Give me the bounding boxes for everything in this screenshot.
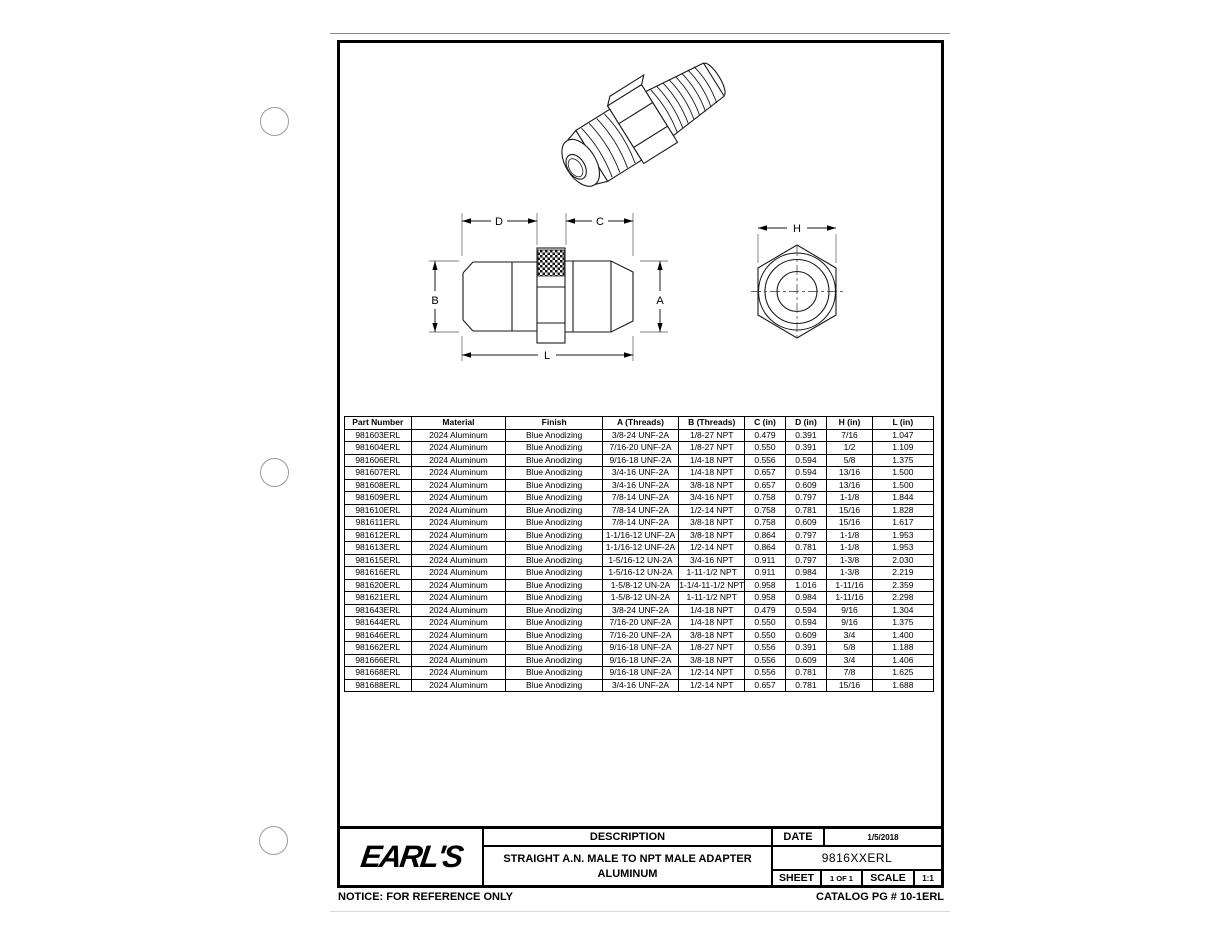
table-cell: 2024 Aluminum <box>411 629 506 642</box>
table-cell: 0.556 <box>745 454 785 467</box>
table-cell: 2.359 <box>872 579 933 592</box>
table-cell: 0.657 <box>745 467 785 480</box>
table-cell: 1/8-27 NPT <box>678 442 745 455</box>
table-cell: 2024 Aluminum <box>411 454 506 467</box>
table-cell: 7/8-14 UNF-2A <box>602 492 678 505</box>
table-cell: 2024 Aluminum <box>411 554 506 567</box>
table-cell: 0.781 <box>785 504 827 517</box>
table-cell: 3/8-18 NPT <box>678 629 745 642</box>
table-header-cell: L (in) <box>872 417 933 430</box>
table-row <box>345 479 934 492</box>
sheet-value: 1 OF 1 <box>822 871 863 885</box>
table-cell: 3/4-16 UNF-2A <box>602 479 678 492</box>
table-cell: 3/4-16 UNF-2A <box>602 467 678 480</box>
table-cell: 0.479 <box>745 604 785 617</box>
table-cell: 981662ERL <box>345 642 412 655</box>
table-cell: Blue Anodizing <box>506 667 603 680</box>
isometric-view-drawing <box>550 42 750 197</box>
table-cell: 1.304 <box>872 604 933 617</box>
table-cell: 1-5/8-12 UN-2A <box>602 579 678 592</box>
table-cell: 0.550 <box>745 629 785 642</box>
parts-table-body <box>345 429 934 692</box>
table-cell: 0.594 <box>785 604 827 617</box>
table-cell: 2024 Aluminum <box>411 542 506 555</box>
table-cell: 981643ERL <box>345 604 412 617</box>
table-cell: Blue Anodizing <box>506 592 603 605</box>
table-cell: 0.781 <box>785 667 827 680</box>
table-cell: 1-1/16-12 UNF-2A <box>602 529 678 542</box>
table-row <box>345 504 934 517</box>
table-cell: 0.609 <box>785 654 827 667</box>
table-header-cell: D (in) <box>785 417 827 430</box>
table-cell: 15/16 <box>827 517 872 530</box>
table-cell: 1-11/16 <box>827 592 872 605</box>
table-cell: 2024 Aluminum <box>411 429 506 442</box>
table-cell: 3/4-16 NPT <box>678 492 745 505</box>
table-row <box>345 554 934 567</box>
table-cell: Blue Anodizing <box>506 579 603 592</box>
table-cell: Blue Anodizing <box>506 654 603 667</box>
table-row <box>345 492 934 505</box>
table-cell: 13/16 <box>827 479 872 492</box>
table-cell: 2024 Aluminum <box>411 479 506 492</box>
table-cell: 9/16-18 UNF-2A <box>602 667 678 680</box>
description-header: DESCRIPTION <box>484 829 771 847</box>
date-value: 1/5/2018 <box>867 832 899 842</box>
table-cell: 1/8-27 NPT <box>678 642 745 655</box>
table-cell: 2024 Aluminum <box>411 529 506 542</box>
table-cell: Blue Anodizing <box>506 642 603 655</box>
table-cell: 2024 Aluminum <box>411 517 506 530</box>
table-cell: 1.953 <box>872 529 933 542</box>
table-cell: Blue Anodizing <box>506 429 603 442</box>
table-cell: 0.556 <box>745 642 785 655</box>
table-cell: Blue Anodizing <box>506 542 603 555</box>
table-cell: 1-11/16 <box>827 579 872 592</box>
table-row <box>345 667 934 680</box>
table-row <box>345 442 934 455</box>
table-cell: 0.797 <box>785 492 827 505</box>
table-cell: 3/8-18 NPT <box>678 479 745 492</box>
table-row <box>345 654 934 667</box>
table-cell: 1.400 <box>872 629 933 642</box>
table-cell: 2024 Aluminum <box>411 604 506 617</box>
table-cell: 3/4-16 UNF-2A <box>602 679 678 692</box>
table-cell: 1-3/8 <box>827 567 872 580</box>
brand-logo: EARL'S <box>358 839 464 874</box>
table-cell: 1.375 <box>872 617 933 630</box>
table-header-cell: Part Number <box>345 417 412 430</box>
table-cell: 1.617 <box>872 517 933 530</box>
table-cell: 0.609 <box>785 517 827 530</box>
table-row <box>345 517 934 530</box>
table-cell: 3/4 <box>827 629 872 642</box>
side-view-drawing <box>415 195 695 380</box>
table-cell: 3/4-16 NPT <box>678 554 745 567</box>
table-row <box>345 579 934 592</box>
table-cell: 981612ERL <box>345 529 412 542</box>
table-cell: 0.758 <box>745 504 785 517</box>
table-cell: 1-3/8 <box>827 554 872 567</box>
table-cell: 1.500 <box>872 467 933 480</box>
table-cell: Blue Anodizing <box>506 567 603 580</box>
table-cell: Blue Anodizing <box>506 617 603 630</box>
table-cell: 1/2-14 NPT <box>678 679 745 692</box>
table-cell: Blue Anodizing <box>506 454 603 467</box>
date-label: DATE <box>773 829 825 845</box>
table-cell: 0.984 <box>785 567 827 580</box>
table-cell: 0.958 <box>745 579 785 592</box>
table-cell: Blue Anodizing <box>506 604 603 617</box>
table-cell: 1/2-14 NPT <box>678 542 745 555</box>
table-header-cell: C (in) <box>745 417 785 430</box>
table-cell: 2024 Aluminum <box>411 579 506 592</box>
table-cell: 1-11-1/2 NPT <box>678 567 745 580</box>
table-cell: 1.625 <box>872 667 933 680</box>
table-cell: 2024 Aluminum <box>411 654 506 667</box>
description-line-1: STRAIGHT A.N. MALE TO NPT MALE ADAPTER <box>503 852 752 865</box>
table-cell: Blue Anodizing <box>506 467 603 480</box>
table-cell: 0.609 <box>785 479 827 492</box>
table-row <box>345 604 934 617</box>
table-row <box>345 617 934 630</box>
table-cell: 981603ERL <box>345 429 412 442</box>
punch-hole <box>260 107 289 136</box>
table-cell: 0.556 <box>745 654 785 667</box>
table-cell: 1.688 <box>872 679 933 692</box>
title-block <box>337 826 944 888</box>
table-cell: Blue Anodizing <box>506 479 603 492</box>
table-cell: 0.911 <box>745 567 785 580</box>
table-header-cell: B (Threads) <box>678 417 745 430</box>
table-cell: 0.479 <box>745 429 785 442</box>
table-cell: 1.406 <box>872 654 933 667</box>
table-cell: Blue Anodizing <box>506 504 603 517</box>
table-cell: 1.047 <box>872 429 933 442</box>
table-cell: Blue Anodizing <box>506 517 603 530</box>
table-cell: 981604ERL <box>345 442 412 455</box>
table-cell: 1-5/16-12 UN-2A <box>602 567 678 580</box>
table-cell: Blue Anodizing <box>506 442 603 455</box>
dimension-label-h: H <box>793 223 801 235</box>
table-cell: 3/8-18 NPT <box>678 529 745 542</box>
table-cell: Blue Anodizing <box>506 492 603 505</box>
table-cell: 1-1/8 <box>827 492 872 505</box>
table-cell: 1-5/16-12 UN-2A <box>602 554 678 567</box>
dimension-label-a: A <box>656 295 664 307</box>
table-cell: 981688ERL <box>345 679 412 692</box>
table-cell: 1/4-18 NPT <box>678 617 745 630</box>
table-cell: 1.109 <box>872 442 933 455</box>
notice-text: NOTICE: FOR REFERENCE ONLY <box>338 891 513 903</box>
table-cell: 981616ERL <box>345 567 412 580</box>
table-cell: 2.298 <box>872 592 933 605</box>
table-cell: 1-11-1/2 NPT <box>678 592 745 605</box>
table-cell: 1-1/4-11-1/2 NPT <box>679 579 745 590</box>
table-cell: 9/16-18 UNF-2A <box>602 454 678 467</box>
table-cell: 3/8-24 UNF-2A <box>602 604 678 617</box>
dimension-label-c: C <box>596 216 604 228</box>
parts-table <box>344 416 934 692</box>
table-cell: 9/16 <box>827 604 872 617</box>
table-cell: 1.953 <box>872 542 933 555</box>
table-cell: 1/2 <box>827 442 872 455</box>
table-header-cell: H (in) <box>827 417 872 430</box>
table-cell: 1-1/16-12 UNF-2A <box>602 542 678 555</box>
table-cell: 0.550 <box>745 617 785 630</box>
table-cell: 0.594 <box>785 467 827 480</box>
part-number-series: 9816XXERL <box>773 847 941 871</box>
table-row <box>345 529 934 542</box>
table-cell: 1-1/8 <box>827 542 872 555</box>
table-cell: 1/4-18 NPT <box>678 454 745 467</box>
table-cell: 0.391 <box>785 642 827 655</box>
table-cell: 1/4-18 NPT <box>678 604 745 617</box>
table-cell: 1-1/8 <box>827 529 872 542</box>
page-edge-line-bottom <box>330 911 950 912</box>
table-cell: 2024 Aluminum <box>411 504 506 517</box>
table-cell: 0.797 <box>785 554 827 567</box>
table-cell: 2.030 <box>872 554 933 567</box>
table-cell: 0.391 <box>785 442 827 455</box>
table-cell: 0.594 <box>785 617 827 630</box>
table-cell: 1-5/8-12 UN-2A <box>602 592 678 605</box>
table-cell: 0.657 <box>745 679 785 692</box>
table-cell: 981607ERL <box>345 467 412 480</box>
table-cell: 0.781 <box>785 679 827 692</box>
table-cell: 2024 Aluminum <box>411 667 506 680</box>
table-cell: 1.828 <box>872 504 933 517</box>
table-cell: 7/16 <box>827 429 872 442</box>
table-cell: 0.594 <box>785 454 827 467</box>
table-cell: 3/8-24 UNF-2A <box>602 429 678 442</box>
table-cell: 7/8 <box>827 667 872 680</box>
table-row <box>345 642 934 655</box>
table-cell: 3/4 <box>827 654 872 667</box>
table-cell: 7/8-14 UNF-2A <box>602 504 678 517</box>
table-cell: 1.016 <box>785 579 827 592</box>
page-edge-line-top <box>330 33 950 34</box>
table-cell: 981610ERL <box>345 504 412 517</box>
table-cell: 1.375 <box>872 454 933 467</box>
table-cell: Blue Anodizing <box>506 554 603 567</box>
sheet-label: SHEET <box>773 871 822 885</box>
table-cell: 0.609 <box>785 629 827 642</box>
table-cell: 981620ERL <box>345 579 412 592</box>
scale-label: SCALE <box>863 871 915 885</box>
table-row <box>345 567 934 580</box>
table-cell: 0.758 <box>745 517 785 530</box>
table-cell: 2024 Aluminum <box>411 442 506 455</box>
table-cell: 0.391 <box>785 429 827 442</box>
brand-logo-cell <box>340 829 484 885</box>
table-cell: 13/16 <box>827 467 872 480</box>
table-cell: 1.188 <box>872 642 933 655</box>
table-cell: 981606ERL <box>345 454 412 467</box>
table-row <box>345 592 934 605</box>
table-cell: 981621ERL <box>345 592 412 605</box>
table-cell: 1/2-14 NPT <box>678 667 745 680</box>
table-cell: 981609ERL <box>345 492 412 505</box>
table-cell: 2024 Aluminum <box>411 617 506 630</box>
description-line-2: ALUMINUM <box>597 867 658 880</box>
dimension-label-l: L <box>543 350 551 362</box>
table-cell: Blue Anodizing <box>506 679 603 692</box>
table-cell: Blue Anodizing <box>506 529 603 542</box>
table-cell: 1.500 <box>872 479 933 492</box>
table-cell: 2024 Aluminum <box>411 679 506 692</box>
table-cell: 7/8-14 UNF-2A <box>602 517 678 530</box>
table-header-cell: A (Threads) <box>602 417 678 430</box>
table-cell: 0.911 <box>745 554 785 567</box>
table-cell: 0.758 <box>745 492 785 505</box>
punch-hole <box>259 826 288 855</box>
table-cell: 981644ERL <box>345 617 412 630</box>
table-cell: 0.864 <box>745 542 785 555</box>
table-cell: 0.797 <box>785 529 827 542</box>
description-cell <box>484 829 773 885</box>
table-cell: 2024 Aluminum <box>411 642 506 655</box>
table-row <box>345 454 934 467</box>
table-row <box>345 542 934 555</box>
table-cell: 0.550 <box>745 442 785 455</box>
hex-knurl-stamp <box>538 250 564 276</box>
table-cell: 3/8-18 NPT <box>678 517 745 530</box>
table-cell: 2024 Aluminum <box>411 592 506 605</box>
table-cell: 981646ERL <box>345 629 412 642</box>
table-cell: 2.219 <box>872 567 933 580</box>
table-header-cell: Finish <box>506 417 603 430</box>
table-cell: 981666ERL <box>345 654 412 667</box>
end-view-drawing <box>735 208 870 353</box>
table-cell: 9/16 <box>827 617 872 630</box>
table-cell: 981613ERL <box>345 542 412 555</box>
table-cell: 2024 Aluminum <box>411 492 506 505</box>
table-cell: 0.958 <box>745 592 785 605</box>
table-row <box>345 629 934 642</box>
table-cell: 2024 Aluminum <box>411 567 506 580</box>
table-cell: 981611ERL <box>345 517 412 530</box>
table-cell: 2024 Aluminum <box>411 467 506 480</box>
table-cell: 7/16-20 UNF-2A <box>602 442 678 455</box>
title-block-right <box>773 829 941 885</box>
table-cell: 15/16 <box>827 504 872 517</box>
table-row <box>345 679 934 692</box>
table-cell: 1/2-14 NPT <box>678 504 745 517</box>
table-cell: 1/8-27 NPT <box>678 429 745 442</box>
table-cell: 15/16 <box>827 679 872 692</box>
catalog-reference-text: CATALOG PG # 10-1ERL <box>816 891 944 903</box>
table-row <box>345 467 934 480</box>
table-cell: 0.781 <box>785 542 827 555</box>
table-cell: 0.657 <box>745 479 785 492</box>
table-cell: 1/4-18 NPT <box>678 467 745 480</box>
scale-value: 1:1 <box>922 873 934 883</box>
table-cell: 0.864 <box>745 529 785 542</box>
table-cell: 0.556 <box>745 667 785 680</box>
table-cell: 3/8-18 NPT <box>678 654 745 667</box>
table-cell: 981615ERL <box>345 554 412 567</box>
table-cell: 9/16-18 UNF-2A <box>602 642 678 655</box>
table-header-cell: Material <box>411 417 506 430</box>
table-header-row <box>345 417 934 430</box>
table-row <box>345 429 934 442</box>
dimension-label-b: B <box>431 295 439 307</box>
punch-hole <box>260 458 289 487</box>
table-cell: 7/16-20 UNF-2A <box>602 617 678 630</box>
table-cell: 9/16-18 UNF-2A <box>602 654 678 667</box>
table-cell: 0.984 <box>785 592 827 605</box>
table-cell: 981668ERL <box>345 667 412 680</box>
table-cell: 5/8 <box>827 642 872 655</box>
table-cell: 981608ERL <box>345 479 412 492</box>
table-cell: Blue Anodizing <box>506 629 603 642</box>
table-cell: 1.844 <box>872 492 933 505</box>
dimension-label-d: D <box>495 216 503 228</box>
table-cell: 5/8 <box>827 454 872 467</box>
table-cell: 7/16-20 UNF-2A <box>602 629 678 642</box>
